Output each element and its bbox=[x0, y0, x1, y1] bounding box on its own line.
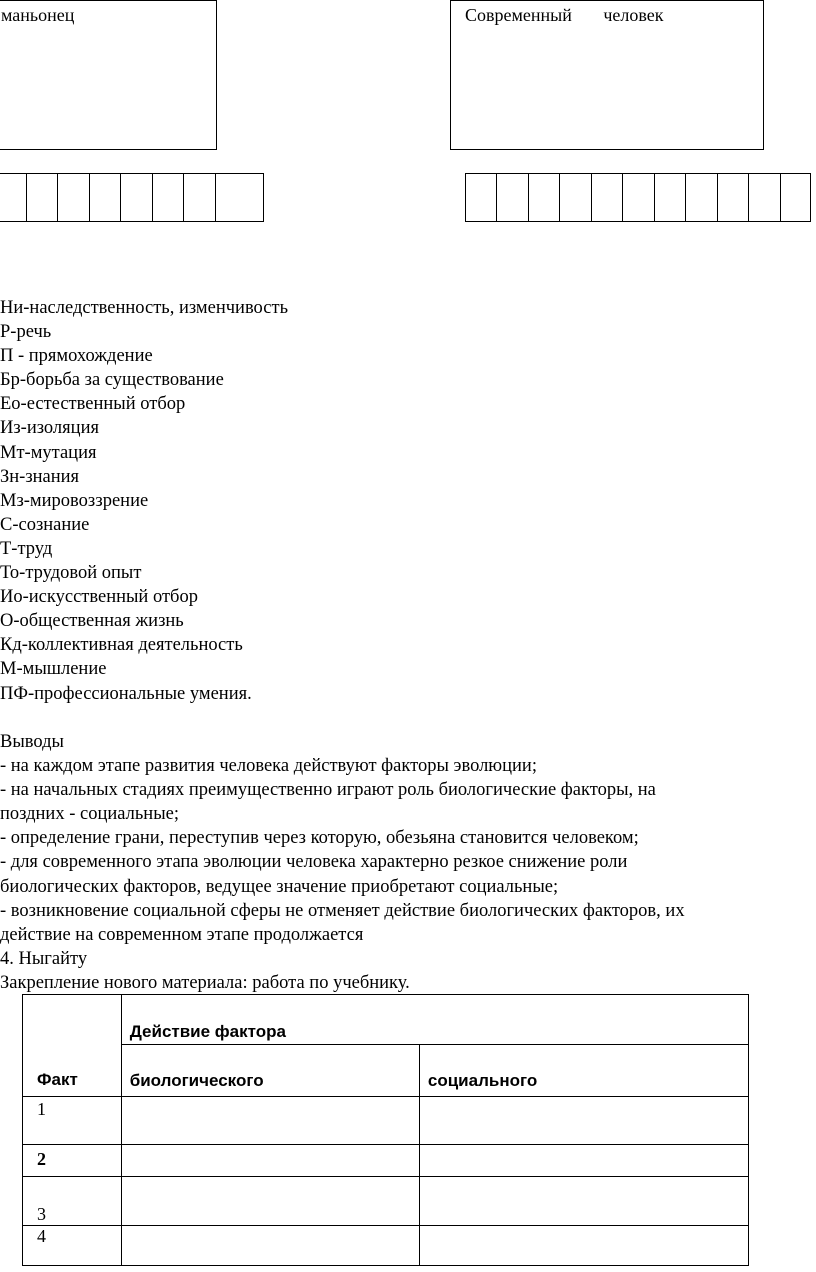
legend-item: Ио-искусственный отбор bbox=[0, 587, 198, 608]
factor-legend bbox=[0, 296, 288, 706]
fact-number: 3 bbox=[37, 1204, 46, 1224]
left-stage-box bbox=[0, 0, 217, 150]
table-row bbox=[23, 1097, 749, 1145]
bio-cell[interactable] bbox=[121, 1145, 419, 1177]
factor-cell[interactable] bbox=[26, 174, 57, 221]
factor-cell[interactable] bbox=[89, 174, 120, 221]
factor-cell[interactable] bbox=[528, 174, 559, 221]
conclusion-line: - возникновение социальной сферы не отменяет действие биологических факторов, их bbox=[0, 900, 685, 921]
legend-item: П - прямохождение bbox=[0, 346, 153, 367]
fact-number-cell bbox=[23, 1097, 122, 1145]
conclusions-section bbox=[0, 730, 790, 995]
fact-number: 1 bbox=[37, 1099, 46, 1119]
conclusion-line: действие на современном этапе продолжается bbox=[0, 924, 364, 945]
conclusion-line: - определение грани, переступив через которую, обезьяна становится человеком; bbox=[0, 828, 639, 849]
conclusion-line: поздних - социальные; bbox=[0, 804, 179, 825]
fact-header: Факт bbox=[37, 1070, 78, 1089]
factor-cell[interactable] bbox=[591, 174, 622, 221]
conclusions-heading: Выводы bbox=[0, 732, 64, 752]
factor-cell[interactable] bbox=[120, 174, 152, 221]
bio-cell[interactable] bbox=[121, 1097, 419, 1145]
bio-header: биологического bbox=[129, 1071, 264, 1090]
bio-cell[interactable] bbox=[121, 1177, 419, 1226]
factor-cell[interactable] bbox=[780, 174, 811, 221]
factor-cell[interactable] bbox=[654, 174, 685, 221]
fact-number: 2 bbox=[37, 1149, 46, 1169]
soc-header: социального bbox=[427, 1071, 538, 1090]
legend-item: Зн-знания bbox=[0, 466, 80, 487]
legend-item: ПФ-профессиональные умения. bbox=[0, 683, 252, 704]
conclusion-line: - на начальных стадиях преимущественно играют роль биологические факторы, на bbox=[0, 780, 656, 801]
table-row bbox=[23, 1226, 749, 1266]
table-row bbox=[23, 1145, 749, 1177]
section-heading: 4. Ныгайту bbox=[0, 948, 88, 969]
fact-number: 4 bbox=[37, 1226, 46, 1246]
conclusion-line: - для современного этапа эволюции человека характерно резкое снижение роли bbox=[0, 852, 628, 873]
right-factor-cells bbox=[465, 173, 811, 222]
fact-header-cell bbox=[23, 995, 122, 1097]
legend-item: То-трудовой опыт bbox=[0, 563, 142, 584]
fact-number-cell bbox=[23, 1145, 122, 1177]
fact-number-cell bbox=[23, 1177, 122, 1226]
legend-item: Из-изоляция bbox=[0, 418, 99, 439]
factor-cell[interactable] bbox=[559, 174, 591, 221]
factor-cell[interactable] bbox=[496, 174, 528, 221]
factor-cell[interactable] bbox=[183, 174, 215, 221]
factor-cell[interactable] bbox=[0, 174, 26, 221]
right-stage-box bbox=[450, 0, 764, 150]
factor-cell[interactable] bbox=[215, 174, 264, 221]
left-factor-cells bbox=[0, 173, 264, 222]
legend-item: Р-речь bbox=[0, 322, 52, 343]
factor-cell[interactable] bbox=[685, 174, 717, 221]
action-header: Действие фактора bbox=[129, 1022, 286, 1041]
facts-table bbox=[22, 994, 749, 1266]
legend-item: Ни-наследственность, изменчивость bbox=[0, 298, 289, 318]
table-row bbox=[23, 1177, 749, 1226]
factor-cell[interactable] bbox=[622, 174, 654, 221]
right-stage-label: Современный человек bbox=[465, 5, 664, 25]
soc-header-cell bbox=[419, 1045, 748, 1097]
legend-item: С-сознание bbox=[0, 514, 90, 535]
action-header-cell bbox=[121, 995, 748, 1045]
fact-number-cell bbox=[23, 1226, 122, 1266]
legend-item: О-общественная жизнь bbox=[0, 611, 184, 632]
bio-cell[interactable] bbox=[121, 1226, 419, 1266]
legend-item: Мт-мутация bbox=[0, 442, 97, 463]
left-stage-label: маньонец bbox=[1, 5, 75, 25]
factor-cell[interactable] bbox=[717, 174, 748, 221]
legend-item: Ео-естественный отбор bbox=[0, 394, 186, 415]
factor-cell[interactable] bbox=[748, 174, 780, 221]
factor-cell[interactable] bbox=[152, 174, 183, 221]
conclusion-line: биологических факторов, ведущее значение приобретают социальные; bbox=[0, 876, 559, 897]
soc-cell[interactable] bbox=[419, 1097, 748, 1145]
soc-cell[interactable] bbox=[419, 1177, 748, 1226]
conclusion-line: - на каждом этапе развития человека действуют факторы эволюции; bbox=[0, 756, 537, 777]
legend-item: Т-труд bbox=[0, 538, 53, 559]
legend-item: М-мышление bbox=[0, 659, 107, 680]
legend-item: Бр-борьба за существование bbox=[0, 370, 224, 391]
legend-item: Кд-коллективная деятельность bbox=[0, 635, 243, 656]
bio-header-cell bbox=[121, 1045, 419, 1097]
legend-item: Мз-мировоззрение bbox=[0, 490, 149, 511]
soc-cell[interactable] bbox=[419, 1226, 748, 1266]
soc-cell[interactable] bbox=[419, 1145, 748, 1177]
factor-cell[interactable] bbox=[57, 174, 89, 221]
factor-cell[interactable] bbox=[465, 174, 496, 221]
task-line: Закрепление нового материала: работа по учебнику. bbox=[0, 972, 410, 993]
